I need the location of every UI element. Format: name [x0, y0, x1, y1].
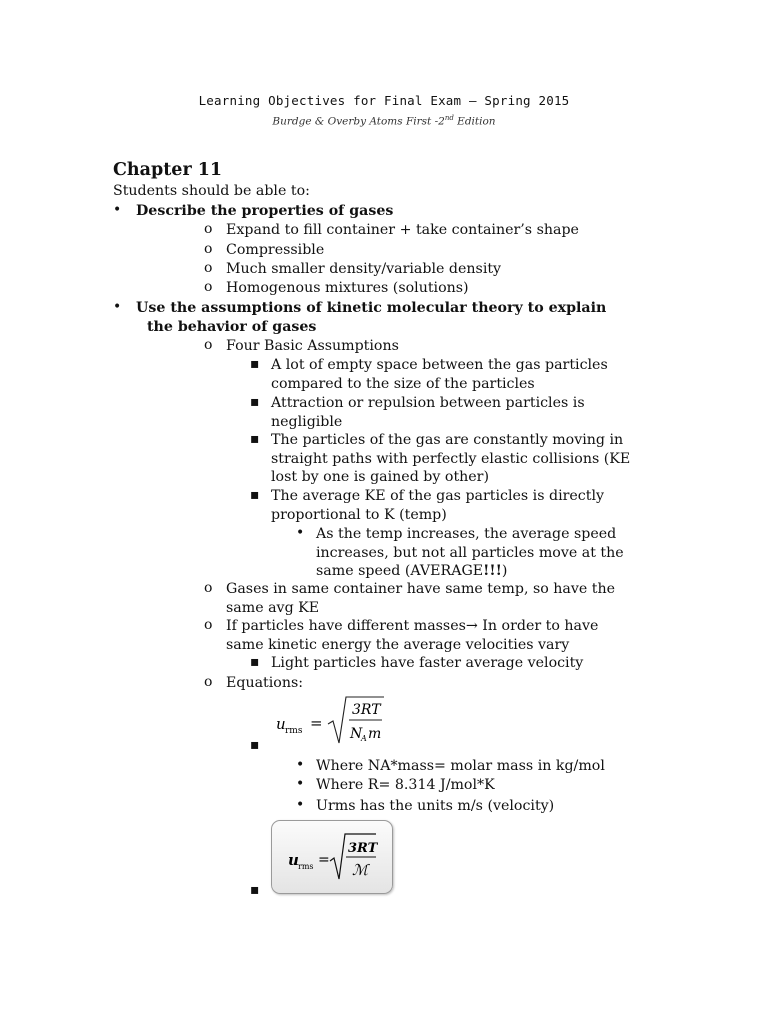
- list-item: If particles have different masses→ In order to have: [226, 618, 599, 634]
- list-item: Four Basic Assumptions: [226, 338, 399, 354]
- bullet-marker: ▪: [250, 737, 260, 753]
- list-item-cont: proportional to K (temp): [271, 507, 447, 523]
- intro-text: Students should be able to:: [113, 183, 310, 199]
- list-item: The average KE of the gas particles is directly: [271, 488, 605, 504]
- eq-denominator-subscript: A: [361, 734, 367, 743]
- bullet-marker: ▪: [250, 431, 260, 447]
- bullet-marker: •: [296, 525, 305, 541]
- eq-lhs-subscript: rms: [285, 726, 303, 736]
- bullet-marker: •: [113, 299, 122, 315]
- bullet-marker: o: [204, 260, 213, 276]
- bullet-marker: o: [204, 617, 213, 633]
- bullet-marker: ▪: [250, 882, 260, 898]
- list-item: The particles of the gas are constantly moving in: [271, 432, 624, 448]
- eq-denominator: ℳ: [352, 861, 369, 879]
- equation-box: [271, 820, 393, 894]
- eq-numerator: 3RT: [348, 841, 378, 856]
- list-item-cont: increases, but not all particles move at the: [316, 545, 624, 561]
- bullet-marker: o: [204, 221, 213, 237]
- list-item: Compressible: [226, 242, 325, 258]
- rms-speed-equation: [272, 693, 392, 747]
- list-item: Much smaller density/variable density: [226, 261, 502, 277]
- list-item: Equations:: [226, 675, 304, 691]
- list-item-cont: same avg KE: [226, 600, 320, 616]
- bullet-marker: ▪: [250, 394, 260, 410]
- eq-lhs: u: [276, 715, 286, 733]
- page-subtitle: Burdge & Overby Atoms First -2nd Edition: [272, 114, 496, 128]
- bullet-marker: •: [296, 776, 305, 792]
- objective-title-cont: the behavior of gases: [147, 319, 317, 335]
- rms-speed-molar-equation: [272, 821, 392, 893]
- bullet-marker: •: [296, 797, 305, 813]
- list-item: Light particles have faster average velocity: [271, 655, 584, 671]
- list-item: As the temp increases, the average speed: [316, 526, 617, 542]
- eq-denominator-end: m: [368, 726, 382, 742]
- bullet-marker: o: [204, 337, 213, 353]
- bullet-marker: ▪: [250, 487, 260, 503]
- bullet-marker: o: [204, 580, 213, 596]
- eq-lhs-subscript: rms: [298, 862, 314, 871]
- list-item: Gases in same container have same temp, so have the: [226, 581, 616, 597]
- bullet-marker: •: [113, 202, 122, 218]
- list-item: A lot of empty space between the gas particles: [271, 357, 608, 373]
- list-item-cont: straight paths with perfectly elastic collisions (KE: [271, 451, 631, 467]
- chapter-heading: Chapter 11: [113, 160, 223, 180]
- bullet-marker: ▪: [250, 356, 260, 372]
- list-item: Urms has the units m/s (velocity): [316, 798, 555, 814]
- eq-lhs: u: [288, 851, 299, 869]
- bullet-marker: o: [204, 241, 213, 257]
- list-item-cont: negligible: [271, 414, 343, 430]
- objective-title: Use the assumptions of kinetic molecular theory to explain: [136, 300, 607, 316]
- bullet-marker: ▪: [250, 654, 260, 670]
- objective-title: Describe the properties of gases: [136, 203, 394, 219]
- list-item-cont: compared to the size of the particles: [271, 376, 535, 392]
- list-item: Where R= 8.314 J/mol*K: [316, 777, 495, 793]
- list-item: Expand to fill container + take container’s shape: [226, 222, 579, 238]
- list-item: Homogenous mixtures (solutions): [226, 280, 469, 296]
- list-item-cont: same speed (AVERAGE!!!): [316, 563, 508, 579]
- eq-equals: =: [310, 714, 323, 732]
- list-item: Where NA*mass= molar mass in kg/mol: [316, 758, 605, 774]
- bullet-marker: •: [296, 757, 305, 773]
- list-item-cont: same kinetic energy the average velocities vary: [226, 637, 570, 653]
- list-item-cont: lost by one is gained by other): [271, 469, 489, 485]
- arrow-right-icon: →: [465, 618, 478, 634]
- eq-numerator: 3RT: [352, 702, 381, 718]
- list-item: Attraction or repulsion between particles is: [271, 395, 585, 411]
- bullet-marker: o: [204, 279, 213, 295]
- eq-equals: =: [318, 852, 330, 868]
- page-title: Learning Objectives for Final Exam — Spring 2015: [198, 93, 570, 108]
- bullet-marker: o: [204, 674, 213, 690]
- eq-denominator: N: [350, 726, 363, 742]
